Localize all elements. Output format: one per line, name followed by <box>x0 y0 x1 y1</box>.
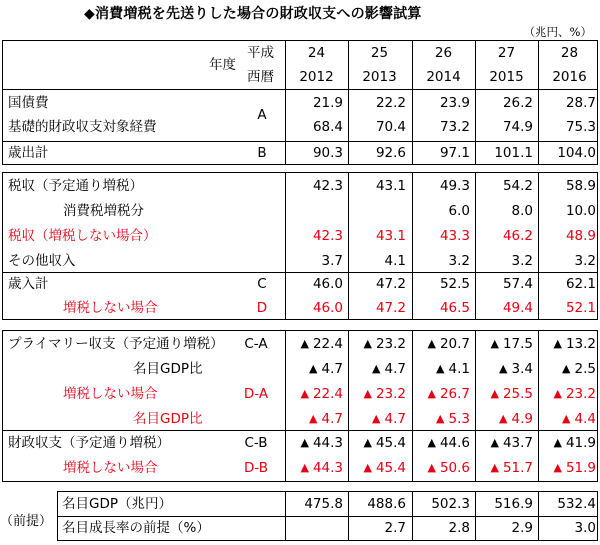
negative-triangle-icon: ▲ <box>427 436 436 449</box>
value-cell <box>538 333 600 356</box>
negative-triangle-icon: ▲ <box>499 362 508 375</box>
value-cell: 8.0 <box>511 203 533 219</box>
table-row <box>3 408 597 431</box>
negative-triangle-icon: ▲ <box>553 436 562 449</box>
value-cell <box>412 457 475 480</box>
table-row <box>3 142 597 165</box>
value-number: 13.2 <box>565 336 596 352</box>
value-cell <box>348 358 411 381</box>
negative-triangle-icon: ▲ <box>490 436 499 449</box>
negative-triangle-icon: ▲ <box>372 362 381 375</box>
value-number: 23.2 <box>375 336 406 352</box>
value-cell: 97.1 <box>439 145 470 161</box>
value-cell: 101.1 <box>494 145 533 161</box>
value-number: 44.6 <box>439 435 470 451</box>
value-number: 43.7 <box>502 435 533 451</box>
value-cell: 58.9 <box>565 178 596 194</box>
row-label: 税収（増税しない場合） <box>8 228 157 244</box>
value-cell: 475.8 <box>304 496 343 512</box>
page-title: ◆消費増税を先送りした場合の財政収支への影響試算 <box>84 6 422 22</box>
header-block <box>2 40 598 90</box>
value-cell <box>285 358 348 381</box>
value-cell: 46.0 <box>312 300 343 316</box>
value-cell: 26.2 <box>502 95 533 111</box>
value-number: 20.7 <box>439 336 470 352</box>
value-cell: 48.9 <box>565 228 596 244</box>
value-cell <box>412 358 475 381</box>
negative-triangle-icon: ▲ <box>553 461 562 474</box>
value-cell <box>475 457 538 480</box>
table-row <box>3 273 597 296</box>
value-cell <box>538 383 600 406</box>
value-cell: 46.5 <box>439 300 470 316</box>
negative-triangle-icon: ▲ <box>300 337 309 350</box>
value-cell <box>285 432 348 455</box>
value-cell <box>412 408 475 431</box>
value-cell: 104.0 <box>557 145 596 161</box>
negative-triangle-icon: ▲ <box>372 412 381 425</box>
table-row <box>3 107 597 139</box>
heisei-year: 26 <box>434 45 453 61</box>
heisei-year: 25 <box>370 45 389 61</box>
value-cell: 502.3 <box>431 496 470 512</box>
value-cell <box>285 408 348 431</box>
row-label: その他収入 <box>8 253 76 269</box>
row-label: プライマリー収支（予定通り増税） <box>8 336 224 352</box>
table-row <box>3 457 597 480</box>
value-number: 50.6 <box>439 460 470 476</box>
value-cell <box>285 383 348 406</box>
value-cell: 42.3 <box>312 178 343 194</box>
value-number: 3.4 <box>511 361 533 377</box>
table-row <box>3 225 597 248</box>
row-label: 名目GDP（兆円） <box>62 496 172 512</box>
value-number: 44.3 <box>312 460 343 476</box>
row-label: 名目GDP比 <box>133 411 203 427</box>
value-cell: 47.2 <box>375 276 406 292</box>
value-cell <box>348 457 411 480</box>
western-year: 2012 <box>299 69 334 85</box>
value-cell <box>348 383 411 406</box>
value-cell: 43.3 <box>439 228 470 244</box>
value-cell: 516.9 <box>494 496 533 512</box>
negative-triangle-icon: ▲ <box>427 461 436 474</box>
value-number: 4.9 <box>511 411 533 427</box>
value-number: 4.7 <box>321 411 343 427</box>
row-label: 増税しない場合 <box>63 300 158 316</box>
table-row <box>3 383 597 406</box>
value-number: 17.5 <box>502 336 533 352</box>
negative-triangle-icon: ▲ <box>363 337 372 350</box>
value-number: 26.7 <box>439 386 470 402</box>
value-number: 22.4 <box>312 386 343 402</box>
premise-block <box>57 491 598 541</box>
table-row <box>3 175 597 198</box>
western-label: 西暦 <box>247 69 274 85</box>
table-row <box>3 250 597 273</box>
row-label: 歳入計 <box>8 276 49 292</box>
value-number: 4.7 <box>321 361 343 377</box>
value-cell: 75.3 <box>565 119 596 135</box>
value-cell <box>348 333 411 356</box>
value-cell: 52.5 <box>439 276 470 292</box>
negative-triangle-icon: ▲ <box>300 387 309 400</box>
value-cell: 23.9 <box>439 95 470 111</box>
negative-triangle-icon: ▲ <box>300 436 309 449</box>
table-row <box>3 358 597 381</box>
negative-triangle-icon: ▲ <box>553 387 562 400</box>
value-cell: 52.1 <box>565 300 596 316</box>
value-cell: 68.4 <box>312 119 343 135</box>
row-label: 財政収支（予定通り増税） <box>8 435 170 451</box>
value-cell: 62.1 <box>565 276 596 292</box>
value-cell <box>475 408 538 431</box>
era-label: 平成 <box>247 45 274 61</box>
value-cell: 46.0 <box>312 276 343 292</box>
negative-triangle-icon: ▲ <box>499 412 508 425</box>
value-number: 2.5 <box>574 361 596 377</box>
negative-triangle-icon: ▲ <box>309 362 318 375</box>
value-number: 51.7 <box>502 460 533 476</box>
table-row <box>58 493 597 516</box>
row-code: C-A <box>244 336 268 352</box>
negative-triangle-icon: ▲ <box>562 412 571 425</box>
table-row <box>3 200 597 223</box>
value-cell <box>538 408 600 431</box>
value-cell <box>285 333 348 356</box>
value-cell: 49.4 <box>502 300 533 316</box>
value-cell: 43.1 <box>375 228 406 244</box>
negative-triangle-icon: ▲ <box>436 412 445 425</box>
value-cell: 3.0 <box>574 520 596 536</box>
value-cell: 6.0 <box>448 203 470 219</box>
negative-triangle-icon: ▲ <box>436 362 445 375</box>
value-cell <box>538 358 600 381</box>
negative-triangle-icon: ▲ <box>309 412 318 425</box>
row-label: 国債費 <box>8 95 49 111</box>
revenue-block <box>2 172 598 320</box>
value-number: 41.9 <box>565 435 596 451</box>
value-cell: 10.0 <box>565 203 596 219</box>
table-row <box>3 432 597 455</box>
value-cell: 43.1 <box>375 178 406 194</box>
table-row <box>58 517 597 540</box>
heisei-year: 27 <box>497 45 516 61</box>
value-number: 4.1 <box>448 361 470 377</box>
western-year: 2016 <box>552 69 587 85</box>
value-number: 45.4 <box>375 460 406 476</box>
value-cell <box>475 333 538 356</box>
value-cell <box>538 457 600 480</box>
negative-triangle-icon: ▲ <box>427 387 436 400</box>
value-cell <box>348 432 411 455</box>
value-cell: 21.9 <box>312 95 343 111</box>
row-code: C <box>257 276 267 292</box>
value-cell <box>475 358 538 381</box>
value-cell: 4.1 <box>384 253 406 269</box>
row-code: B <box>257 145 267 161</box>
unit-label: （兆円、%） <box>523 25 592 39</box>
premise-label: （前提） <box>0 514 53 529</box>
western-year: 2014 <box>426 69 461 85</box>
value-cell: 47.2 <box>375 300 406 316</box>
value-cell: 2.7 <box>384 520 406 536</box>
value-cell: 3.2 <box>574 253 596 269</box>
value-cell: 3.2 <box>448 253 470 269</box>
value-number: 4.7 <box>384 411 406 427</box>
negative-triangle-icon: ▲ <box>490 337 499 350</box>
negative-triangle-icon: ▲ <box>300 461 309 474</box>
value-cell: 49.3 <box>439 178 470 194</box>
value-cell: 532.4 <box>557 496 596 512</box>
value-cell: 57.4 <box>502 276 533 292</box>
value-number: 23.2 <box>565 386 596 402</box>
year-label: 年度 <box>209 57 236 73</box>
heisei-year: 24 <box>307 45 326 61</box>
table-row <box>3 92 597 115</box>
row-label: 基礎的財政収支対象経費 <box>8 119 157 135</box>
value-number: 4.4 <box>574 411 596 427</box>
negative-triangle-icon: ▲ <box>363 436 372 449</box>
row-code: A <box>257 107 267 123</box>
value-cell: 90.3 <box>312 145 343 161</box>
value-cell: 488.6 <box>367 496 406 512</box>
row-label: 税収（予定通り増税） <box>8 178 143 194</box>
heisei-year: 28 <box>560 45 579 61</box>
row-label: 名目成長率の前提（%） <box>62 520 210 536</box>
value-number: 22.4 <box>312 336 343 352</box>
value-cell: 70.4 <box>375 119 406 135</box>
value-cell: 28.7 <box>565 95 596 111</box>
western-year: 2013 <box>362 69 397 85</box>
row-code: D <box>256 300 268 316</box>
row-label: 増税しない場合 <box>63 386 158 402</box>
value-cell <box>475 432 538 455</box>
negative-triangle-icon: ▲ <box>427 337 436 350</box>
value-number: 23.2 <box>375 386 406 402</box>
row-code: D-A <box>243 386 269 402</box>
row-label: 名目GDP比 <box>133 361 203 377</box>
value-cell <box>412 333 475 356</box>
value-cell <box>538 432 600 455</box>
value-cell: 74.9 <box>502 119 533 135</box>
table-row <box>3 297 597 320</box>
value-cell <box>412 432 475 455</box>
row-label: 消費税増税分 <box>63 203 144 219</box>
value-cell: 2.8 <box>448 520 470 536</box>
value-cell <box>475 383 538 406</box>
western-year: 2015 <box>489 69 524 85</box>
negative-triangle-icon: ▲ <box>553 337 562 350</box>
negative-triangle-icon: ▲ <box>490 387 499 400</box>
value-cell: 42.3 <box>312 228 343 244</box>
row-label: 歳出計 <box>8 145 49 161</box>
negative-triangle-icon: ▲ <box>490 461 499 474</box>
value-cell: 73.2 <box>439 119 470 135</box>
negative-triangle-icon: ▲ <box>562 362 571 375</box>
value-number: 5.3 <box>448 411 470 427</box>
value-number: 44.3 <box>312 435 343 451</box>
value-number: 51.9 <box>565 460 596 476</box>
value-cell: 2.9 <box>511 520 533 536</box>
negative-triangle-icon: ▲ <box>363 461 372 474</box>
value-cell: 3.2 <box>511 253 533 269</box>
value-cell: 46.2 <box>502 228 533 244</box>
value-cell: 92.6 <box>375 145 406 161</box>
value-cell: 22.2 <box>375 95 406 111</box>
row-code: C-B <box>244 435 268 451</box>
value-cell: 3.7 <box>321 253 343 269</box>
row-label: 増税しない場合 <box>63 460 158 476</box>
negative-triangle-icon: ▲ <box>363 387 372 400</box>
value-number: 25.5 <box>502 386 533 402</box>
value-cell <box>348 408 411 431</box>
expenditure-block <box>2 89 598 165</box>
row-code: D-B <box>243 460 269 476</box>
value-cell: 54.2 <box>502 178 533 194</box>
value-cell <box>285 457 348 480</box>
value-number: 45.4 <box>375 435 406 451</box>
table-row <box>3 333 597 356</box>
balance-block <box>2 330 598 482</box>
value-cell <box>412 383 475 406</box>
value-number: 4.7 <box>384 361 406 377</box>
